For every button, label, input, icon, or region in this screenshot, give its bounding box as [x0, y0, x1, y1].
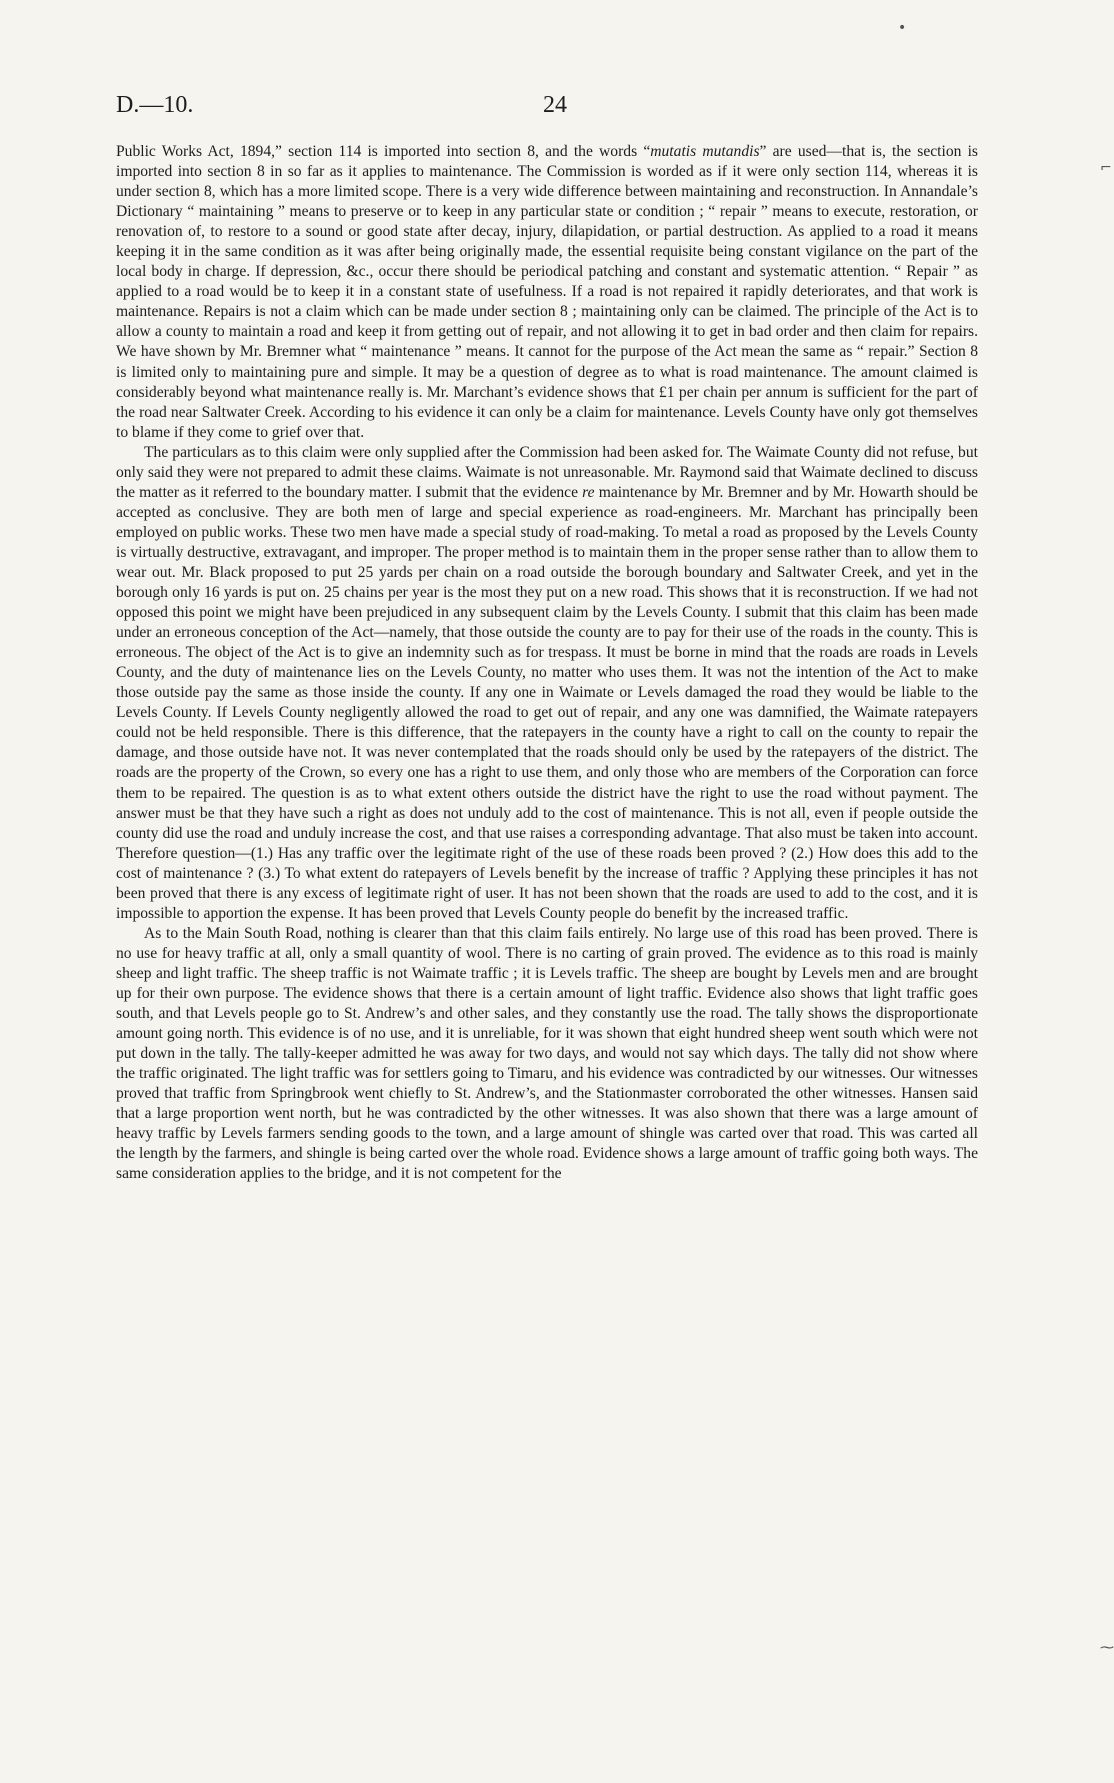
paragraph: As to the Main South Road, nothing is clearer than that this claim fails entirely. No large use of this road has been proved. There is no use for heavy traffic at all, only a small quantity of wool. There is no carting of grain proved. The evidence as to this road is mainly sheep and light traffic. The sheep traffic is not Waimate traffic ; it is Levels traffic. The sheep are bought by Levels men and are brought up for their own purpose. The evidence shows that there is a certain amount of light traffic. Evidence also shows that light traffic goes south, and that Levels people go to St. Andrew’s and other sales, and they constantly use the road. The tally shows the disproportionate amount going north. This evidence is of no use, and it is unreliable, for it was shown that eight hundred sheep went south which were not put down in the tally. The tally-keeper admitted he was away for two days, and would not say which days. The tally did not show where the traffic originated. The light traffic was for settlers going to Timaru, and his evidence was contradicted by our witnesses. Our witnesses proved that traffic from Springbrook went chiefly to St. Andrew’s, and the Stationmaster corroborated the other witnesses. Hansen said that a large proportion went north, but he was contradicted by the other witnesses. It was also shown that there was a large amount of heavy traffic by Levels farmers sending goods to the town, and a large amount of shingle was carted over that road. This was carted all the length by the farmers, and shingle is being carted over the whole road. Evidence shows a large amount of traffic going both ways. The same consideration applies to the bridge, and it is not competent for the: [116, 924, 978, 1183]
paragraph: Public Works Act, 1894,” section 114 is imported into section 8, and the words “mutatis mutandis” are used—that is, the section is imported into section 8 in so far as it applies to maintenance. The Commission is worded as if it were only section 114, whereas it is under section 8, which has a more limited scope. There is a very wide difference between maintaining and reconstruction. In Annandale’s Dictionary “ maintaining ” means to preserve or to keep in any particular state or condition ; “ repair ” means to execute, restoration, or renovation of, to restore to a sound or good state after decay, injury, dilapidation, or partial destruction. As applied to a road it means keeping it in the same condition as it was after being originally made, the essential requisite being constant vigilance on the part of the local body in charge. If depression, &c., occur there should be periodical patching and constant and systematic attention. “ Repair ” as applied to a road would be to keep it in a constant state of usefulness. If a road is not repaired it rapidly deteriorates, and that work is maintenance. Repairs is not a claim which can be made under section 8 ; maintaining only can be claimed. The principle of the Act is to allow a county to maintain a road and keep it from getting out of repair, and not allowing it to get in bad order and then claim for repairs. We have shown by Mr. Bremner what “ maintenance ” means. It cannot for the purpose of the Act mean the same as “ repair.” Section 8 is limited only to maintaining pure and simple. It may be a question of degree as to what is road maintenance. The amount claimed is considerably beyond what maintenance really is. Mr. Marchant’s evidence shows that £1 per chain per annum is sufficient for the part of the road near Saltwater Creek. According to his evidence it can only be a claim for maintenance. Levels County have only got themselves to blame if they come to grief over that.: [116, 143, 978, 441]
scan-mark: ⌐: [1100, 160, 1112, 176]
page-number: 24: [543, 92, 567, 118]
page-header: [116, 92, 976, 132]
body-text: [116, 142, 978, 1184]
paragraph: The particulars as to this claim were only supplied after the Commission had been asked for. The Waimate County did not refuse, but only said they were not prepared to admit these claims. Waimate is not unreasonable. Mr. Raymond said that Waimate declined to discuss the matter as it referred to the boundary matter. I submit that the evidence re maintenance by Mr. Bremner and by Mr. Howarth should be accepted as conclusive. They are both men of large and special experience as road-engineers. Mr. Marchant has principally been employed on public works. These two men have made a special study of road-making. To metal a road as proposed by the Levels County is virtually destructive, extravagant, and improper. The proper method is to maintain them in the proper sense rather than to allow them to wear out. Mr. Black proposed to put 25 yards per chain on a road outside the borough boundary and Saltwater Creek, and yet in the borough only 16 yards is put on. 25 chains per year is the most they put on a new road. This shows that it is reconstruction. If we had not opposed this point we might have been prejudiced in any subsequent claim by the Levels County. I submit that this claim has been made under an erroneous conception of the Act—namely, that those outside the county are to pay for their use of the roads in the county. This is erroneous. The object of the Act is to give an indemnity such as for trespass. It must be borne in mind that the roads are roads in Levels County, and the duty of maintenance lies on the Levels County, no matter who uses them. It was not the intention of the Act to make those outside pay the same as those inside the county. If any one in Waimate or Levels damaged the road they would be liable to the Levels County. If Levels County negligently allowed the road to get out of repair, and any one was damnified, the Waimate ratepayers could not be held responsible. There is this difference, that the ratepayers in the county have a right to call on the county to repair the damage, and those outside have not. It was never contemplated that the roads should only be used by the ratepayers of the district. The roads are the property of the Crown, so every one has a right to use them, and only those who are members of the Corporation can force them to be repaired. The question is as to what extent others outside the district have the right to use the road without payment. The answer must be that they have such a right as does not unduly add to the cost of maintenance. This is not all, even if people outside the county did use the road and unduly increase the cost, and that use raises a corresponding advantage. That also must be taken into account. Therefore question—(1.) Has any traffic over the legitimate right of the use of these roads been proved ? (2.) How does this add to the cost of maintenance ? (3.) To what extent do ratepayers of Levels benefit by the increase of traffic ? Applying these principles it has not been proved that there is any excess of legitimate right of user. It has not been shown that the roads are used to add to the cost, and it is impossible to apportion the expense. It has been proved that Levels County people do benefit by the increased traffic.: [116, 443, 978, 922]
scan-mark: •: [898, 20, 907, 36]
scan-mark: ⁓: [1100, 1640, 1114, 1656]
document-reference: D.—10.: [116, 92, 194, 118]
